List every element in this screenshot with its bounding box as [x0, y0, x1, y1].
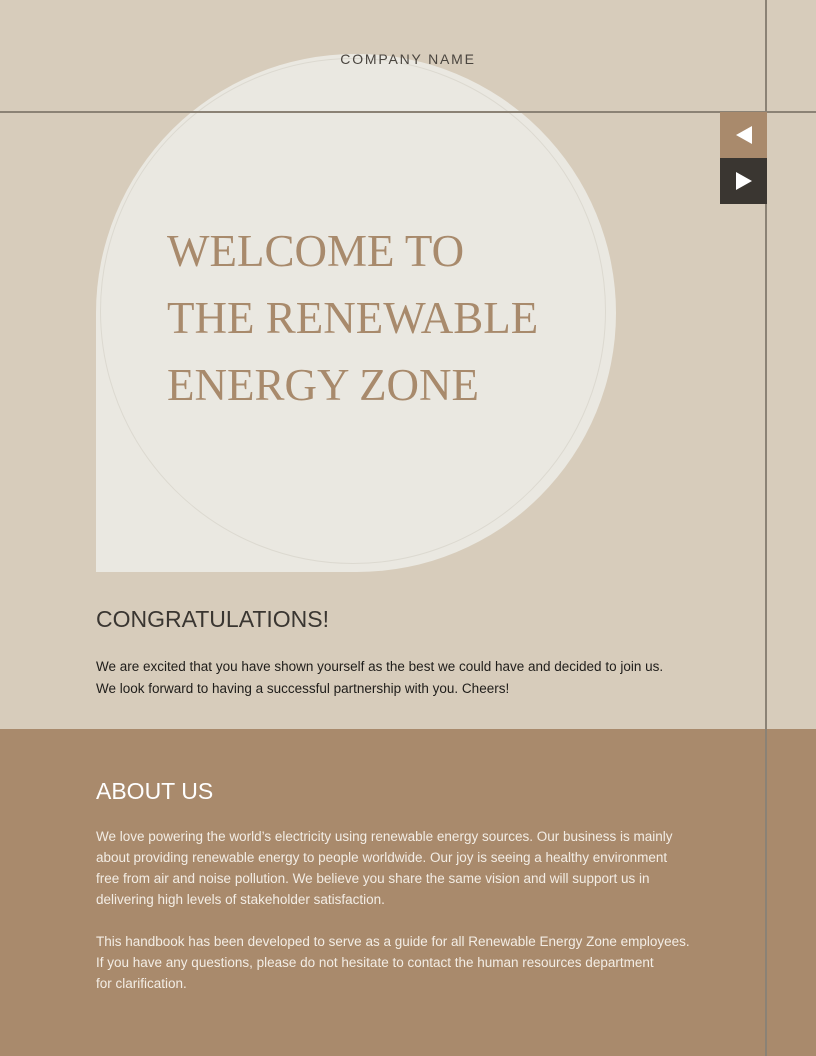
about-paragraph-2	[96, 931, 696, 994]
about-line: for clarification.	[96, 976, 187, 991]
next-button[interactable]	[720, 158, 767, 204]
about-paragraph-1	[96, 826, 696, 910]
triangle-right-icon	[736, 172, 752, 190]
about-text	[96, 826, 696, 1015]
congratulations-text	[96, 656, 716, 700]
about-line: If you have any questions, please do not hesitate to contact the human resources department	[96, 955, 654, 970]
about-line: This handbook has been developed to serve as a guide for all Renewable Energy Zone employees.	[96, 934, 690, 949]
about-line: We love powering the world’s electricity using renewable energy sources. Our business is mainly	[96, 829, 673, 844]
previous-button[interactable]	[720, 112, 767, 158]
about-line: delivering high levels of stakeholder satisfaction.	[96, 892, 385, 907]
hero-title-line: THE RENEWABLE	[167, 293, 539, 343]
congratulations-line: We are excited that you have shown yourself as the best we could have and decided to join us.	[96, 659, 664, 674]
hero-title-line: WELCOME TO	[167, 226, 465, 276]
about-heading: ABOUT US	[96, 778, 214, 804]
about-line: about providing renewable energy to people worldwide. Our joy is seeing a healthy environment	[96, 850, 668, 865]
congratulations-heading: CONGRATULATIONS!	[96, 606, 329, 632]
triangle-left-icon	[736, 126, 752, 144]
horizontal-divider	[0, 111, 816, 113]
hero-title-line: ENERGY ZONE	[167, 360, 480, 410]
hero-title	[167, 218, 587, 419]
congratulations-line: We look forward to having a successful partnership with you. Cheers!	[96, 681, 510, 696]
company-name: COMPANY NAME	[340, 51, 476, 67]
about-line: free from air and noise pollution. We believe you share the same vision and will support us in	[96, 871, 650, 886]
